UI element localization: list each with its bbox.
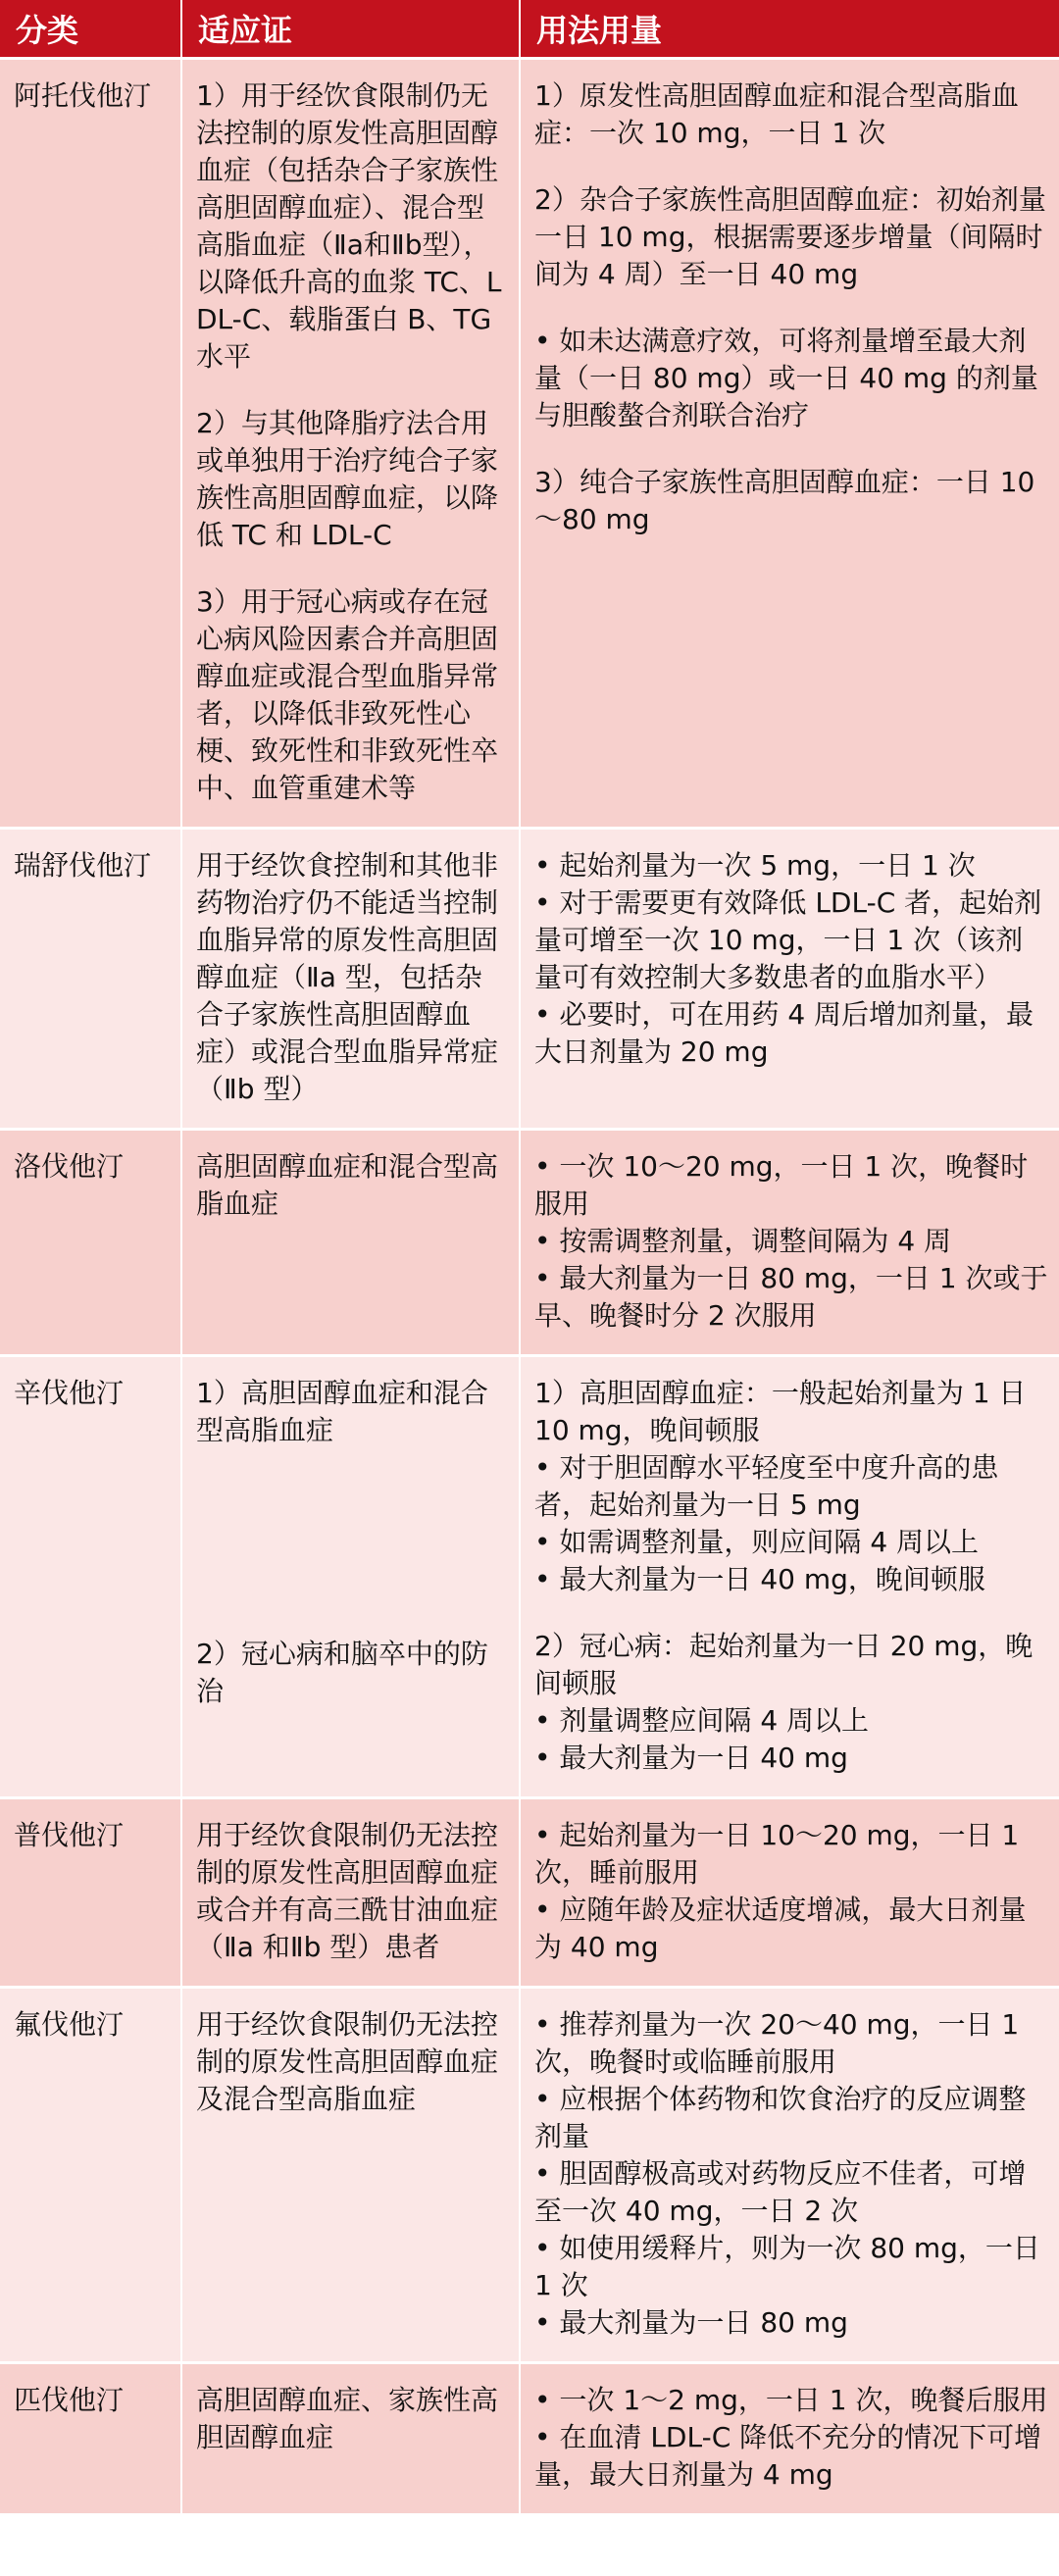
drug-name: 阿托伐他汀 xyxy=(0,59,181,829)
indications-cell xyxy=(181,1130,520,1356)
table-row xyxy=(0,2363,1059,2514)
indications-cell xyxy=(181,1798,520,1988)
dosage-text: • 起始剂量为一日 10～20 mg，一日 1 次，睡前服用 xyxy=(534,1819,1020,1889)
dosage-text: • 推荐剂量为一次 20～40 mg，一日 1 次，晚餐时或临睡前服用 xyxy=(534,2008,1020,2078)
drug-name: 匹伐他汀 xyxy=(0,2363,181,2514)
dosage-cell xyxy=(520,1798,1059,1988)
dosage-text: • 最大剂量为一日 80 mg xyxy=(534,2306,848,2339)
drug-name: 辛伐他汀 xyxy=(0,1356,181,1798)
indication-text: 用于经饮食限制仍无法控制的原发性高胆固醇血症及混合型高脂血症 xyxy=(196,2008,499,2115)
indications-cell xyxy=(181,1988,520,2363)
dosage-cell xyxy=(520,1988,1059,2363)
header-row xyxy=(0,0,1059,59)
dosage-text: • 应随年龄及症状适度增减，最大日剂量为 40 mg xyxy=(534,1894,1027,1963)
dosage-text: 1）高胆固醇血症：一般起始剂量为 1 日 10 mg，晚间顿服 xyxy=(534,1377,1027,1446)
indication-text: 1）高胆固醇血症和混合型高脂血症 xyxy=(196,1377,488,1446)
dosage-text: • 必要时，可在用药 4 周后增加剂量，最大日剂量为 20 mg xyxy=(534,998,1034,1068)
dosage-text: • 如未达满意疗效，可将剂量增至最大剂量（一日 80 mg）或一日 40 mg 的剂量与胆酸螯合剂联合治疗 xyxy=(534,325,1038,431)
indication-text: 1）用于经饮食限制仍无法控制的原发性高胆固醇血症（包括杂合子家族性高胆固醇血症）、混合型高脂血症（Ⅱa和Ⅱb型），以降低升高的血浆 TC、LDL-C、载脂蛋白 B、TG 水平 xyxy=(196,79,502,373)
dosage-text: • 按需调整剂量，调整间隔为 4 周 xyxy=(534,1225,952,1257)
dosage-cell xyxy=(520,2363,1059,2514)
dosage-cell xyxy=(520,829,1059,1130)
dosage-cell xyxy=(520,1130,1059,1356)
header-category: 分类 xyxy=(0,0,181,59)
indications-cell xyxy=(181,1356,520,1798)
header-dosage: 用法用量 xyxy=(520,0,1059,59)
table-row xyxy=(0,1988,1059,2363)
dosage-text: 2）杂合子家族性高胆固醇血症：初始剂量一日 10 mg，根据需要逐步增量（间隔时间为 4 周）至一日 40 mg xyxy=(534,183,1046,290)
indication-text: 用于经饮食控制和其他非药物治疗仍不能适当控制血脂异常的原发性高胆固醇血症（Ⅱa 型，包括杂合子家族性高胆固醇血症）或混合型血脂异常症（Ⅱb 型） xyxy=(196,849,499,1105)
dosage-text: • 最大剂量为一日 40 mg xyxy=(534,1742,848,1774)
dosage-text: 2）冠心病：起始剂量为一日 20 mg，晚间顿服 xyxy=(534,1630,1034,1699)
drug-name: 洛伐他汀 xyxy=(0,1130,181,1356)
indication-text: 用于经饮食限制仍无法控制的原发性高胆固醇血症或合并有高三酰甘油血症（Ⅱa 和Ⅱb 型）患者 xyxy=(196,1819,499,1963)
dosage-text: • 起始剂量为一次 5 mg，一日 1 次 xyxy=(534,849,976,882)
header-indications: 适应证 xyxy=(181,0,520,59)
table-row xyxy=(0,829,1059,1130)
dosage-text: • 一次 1～2 mg，一日 1 次，晚餐后服用 xyxy=(534,2384,1048,2416)
dosage-text: • 在血清 LDL-C 降低不充分的情况下可增量，最大日剂量为 4 mg xyxy=(534,2421,1042,2491)
indication-text: 2）与其他降脂疗法合用或单独用于治疗纯合子家族性高胆固醇血症，以降低 TC 和 LDL-C xyxy=(196,407,499,551)
indication-text: 高胆固醇血症和混合型高脂血症 xyxy=(196,1150,499,1220)
table-row xyxy=(0,1130,1059,1356)
drug-name: 氟伐他汀 xyxy=(0,1988,181,2363)
dosage-text: • 应根据个体药物和饮食治疗的反应调整剂量 xyxy=(534,2083,1027,2152)
indication-text: 高胆固醇血症、家族性高胆固醇血症 xyxy=(196,2384,499,2453)
table-row xyxy=(0,1798,1059,1988)
dosage-text: • 剂量调整应间隔 4 周以上 xyxy=(534,1704,870,1737)
indication-text: 2）冠心病和脑卒中的防治 xyxy=(196,1638,488,1707)
indication-text: 3）用于冠心病或存在冠心病风险因素合并高胆固醇血症或混合型血脂异常者，以降低非致死性心梗、致死性和非致死性卒中、血管重建术等 xyxy=(196,585,499,804)
indications-cell xyxy=(181,59,520,829)
indications-cell xyxy=(181,829,520,1130)
dosage-text: 1）原发性高胆固醇血症和混合型高脂血症：一次 10 mg，一日 1 次 xyxy=(534,79,1019,149)
table-row xyxy=(0,59,1059,829)
spacer xyxy=(196,1449,509,1636)
dosage-text: • 一次 10～20 mg，一日 1 次，晚餐时服用 xyxy=(534,1150,1029,1220)
dosage-text: • 最大剂量为一日 40 mg，晚间顿服 xyxy=(534,1563,985,1595)
dosage-cell xyxy=(520,59,1059,829)
table-row xyxy=(0,1356,1059,1798)
dosage-text: • 对于需要更有效降低 LDL-C 者，起始剂量可增至一次 10 mg，一日 1 次（该剂量可有效控制大多数患者的血脂水平） xyxy=(534,886,1042,993)
dosage-cell xyxy=(520,1356,1059,1798)
dosage-text: • 如使用缓释片，则为一次 80 mg，一日 1 次 xyxy=(534,2232,1040,2301)
drug-name: 普伐他汀 xyxy=(0,1798,181,1988)
dosage-text: • 如需调整剂量，则应间隔 4 周以上 xyxy=(534,1526,980,1558)
dosage-text: • 对于胆固醇水平轻度至中度升高的患者，起始剂量为一日 5 mg xyxy=(534,1451,999,1521)
dosage-text: 3）纯合子家族性高胆固醇血症：一日 10～80 mg xyxy=(534,466,1035,535)
drug-name: 瑞舒伐他汀 xyxy=(0,829,181,1130)
dosage-text: • 胆固醇极高或对药物反应不佳者，可增至一次 40 mg，一日 2 次 xyxy=(534,2157,1027,2227)
indications-cell xyxy=(181,2363,520,2514)
dosage-text: • 最大剂量为一日 80 mg，一日 1 次或于早、晚餐时分 2 次服用 xyxy=(534,1262,1048,1332)
